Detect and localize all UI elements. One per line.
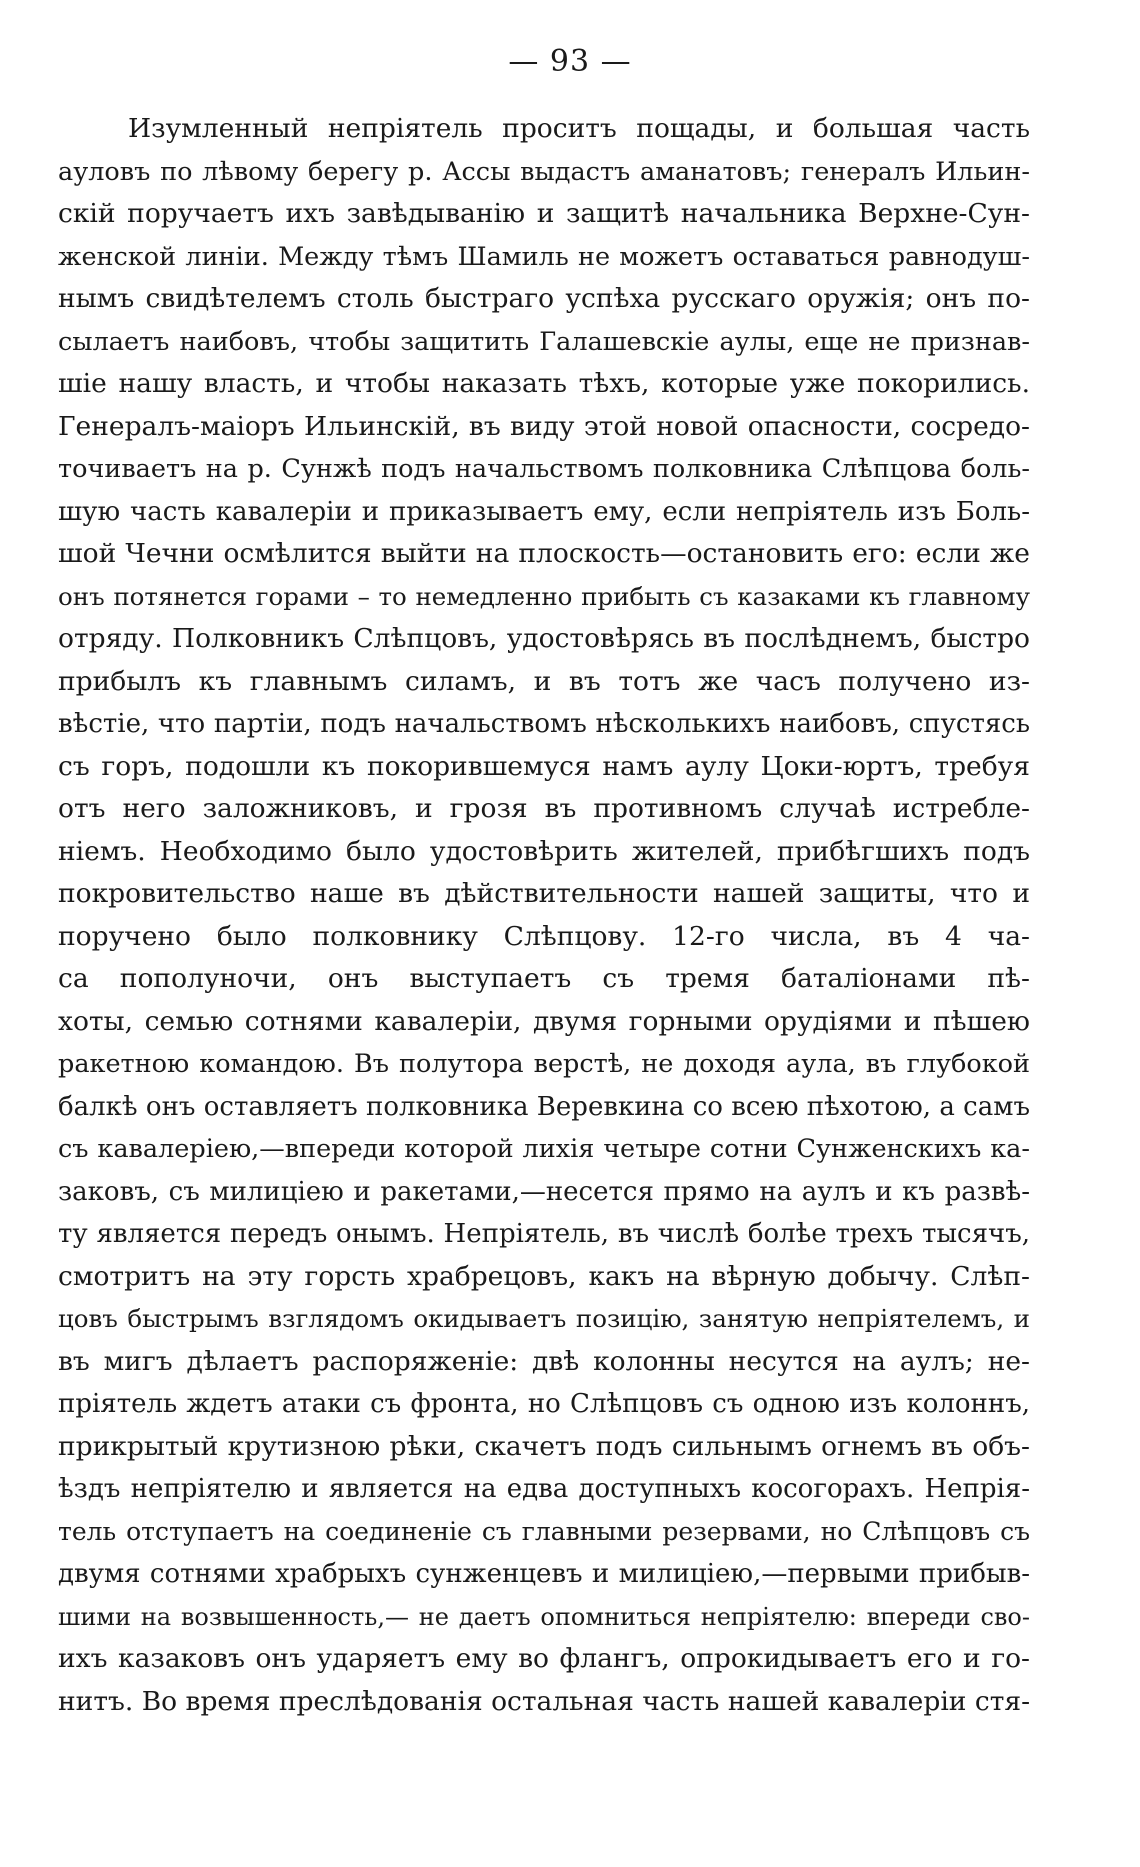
text-line: отряду. Полковникъ Слѣпцовъ, удостовѣрясь въ послѣднемъ, быстро (58, 623, 1030, 654)
text-line: шую часть кавалеріи и приказываетъ ему, если непріятель изъ Боль- (58, 496, 1030, 527)
text-line: прибылъ къ главнымъ силамъ, и въ тотъ же часъ получено из- (58, 665, 1030, 697)
text-line: пріятель ждетъ атаки съ фронта, но Слѣпцовъ съ одною изъ колоннъ, (58, 1389, 1030, 1419)
text-line: ту является передъ онымъ. Непріятель, въ числѣ болѣе трехъ тысячъ, (58, 1219, 1030, 1249)
text-line: ихъ казаковъ онъ ударяетъ ему во флангъ, опрокидываетъ его и го- (58, 1643, 1030, 1674)
text-line: прикрытый крутизною рѣки, скачетъ подъ сильнымъ огнемъ въ объ- (58, 1430, 1030, 1462)
text-line: шой Чечни осмѣлится выйти на плоскость—остановить его: если же (58, 538, 1030, 569)
text-line: Генералъ-маіоръ Ильинскій, въ виду этой новой опасности, сосредо- (58, 410, 1030, 442)
text-line: ауловъ по лѣвому берегу р. Ассы выдастъ аманатовъ; генералъ Ильин- (58, 156, 1030, 187)
text-line: двумя сотнями храбрыхъ сунженцевъ и милиціею,—первыми прибыв- (58, 1559, 1030, 1589)
text-line: ракетною командою. Въ полутора верстѣ, не доходя аула, въ глубокой (58, 1049, 1030, 1079)
text-line: точиваетъ на р. Сунжѣ подъ начальствомъ полковника Слѣпцова боль- (58, 454, 1030, 484)
text-line: ѣздъ непріятелю и является на едва доступныхъ косогорахъ. Непрія- (58, 1474, 1030, 1504)
text-line: скій поручаетъ ихъ завѣдыванію и защитѣ начальника Верхне-Сун- (58, 198, 1030, 229)
text-line: тель отступаетъ на соединеніе съ главными резервами, но Слѣпцовъ съ (58, 1516, 1030, 1546)
text-line: вѣстіе, что партіи, подъ начальствомъ нѣсколькихъ наибовъ, спустясь (58, 709, 1030, 739)
text-line: онъ потянется горами – то немедленно прибыть съ казаками къ главному (58, 581, 1030, 611)
text-line: женской линіи. Между тѣмъ Шамиль не можетъ оставаться равнодуш- (58, 241, 1030, 272)
text-line: отъ него заложниковъ, и грозя въ противномъ случаѣ истребле- (58, 793, 1030, 824)
text-line: са пополуночи, онъ выступаетъ съ тремя баталіонами пѣ- (58, 963, 1030, 994)
text-line: хоты, семью сотнями кавалеріи, двумя горными орудіями и пѣшею (58, 1005, 1030, 1037)
text-line: шіе нашу власть, и чтобы наказать тѣхъ, которые уже покорились. (58, 368, 1030, 399)
text-line: заковъ, съ милиціею и ракетами,—несется прямо на аулъ и къ развѣ- (58, 1176, 1030, 1207)
text-line: ніемъ. Необходимо было удостовѣрить жителей, прибѣгшихъ подъ (58, 835, 1030, 867)
text-line: шими на возвышенность,— не даетъ опомниться непріятелю: впереди сво- (58, 1602, 1030, 1631)
text-line: съ кавалеріею,—впереди которой лихія четыре сотни Сунженскихъ ка- (58, 1134, 1030, 1164)
text-line: съ горъ, подошли къ покорившемуся намъ аулу Цоки-юртъ, требуя (58, 750, 1030, 782)
text-line: смотритъ на эту горсть храбрецовъ, какъ на вѣрную добычу. Слѣп- (58, 1260, 1030, 1292)
text-line: нымъ свидѣтелемъ столь быстраго успѣха русскаго оружія; онъ по- (58, 283, 1030, 314)
text-line: покровительство наше въ дѣйствительности нашей защиты, что и (58, 878, 1030, 909)
text-line: сылаетъ наибовъ, чтобы защитить Галашевскіе аулы, еще не признав- (58, 326, 1030, 357)
text-line: балкѣ онъ оставляетъ полковника Веревкина со всею пѣхотою, а самъ (58, 1091, 1030, 1122)
page-number: — 93 — (508, 44, 632, 79)
text-line: поручено было полковнику Слѣпцову. 12-го числа, въ 4 ча- (58, 920, 1030, 952)
text-line: въ мигъ дѣлаетъ распоряженіе: двѣ колонны несутся на аулъ; не- (58, 1345, 1030, 1377)
text-line: Изумленный непріятель проситъ пощады, и большая часть (128, 113, 1030, 144)
text-line: цовъ быстрымъ взглядомъ окидываетъ позицію, занятую непріятелемъ, и (58, 1304, 1030, 1333)
body-text (58, 108, 1030, 1723)
text-line: нитъ. Во время преслѣдованія остальная часть нашей кавалеріи стя- (58, 1685, 1030, 1717)
